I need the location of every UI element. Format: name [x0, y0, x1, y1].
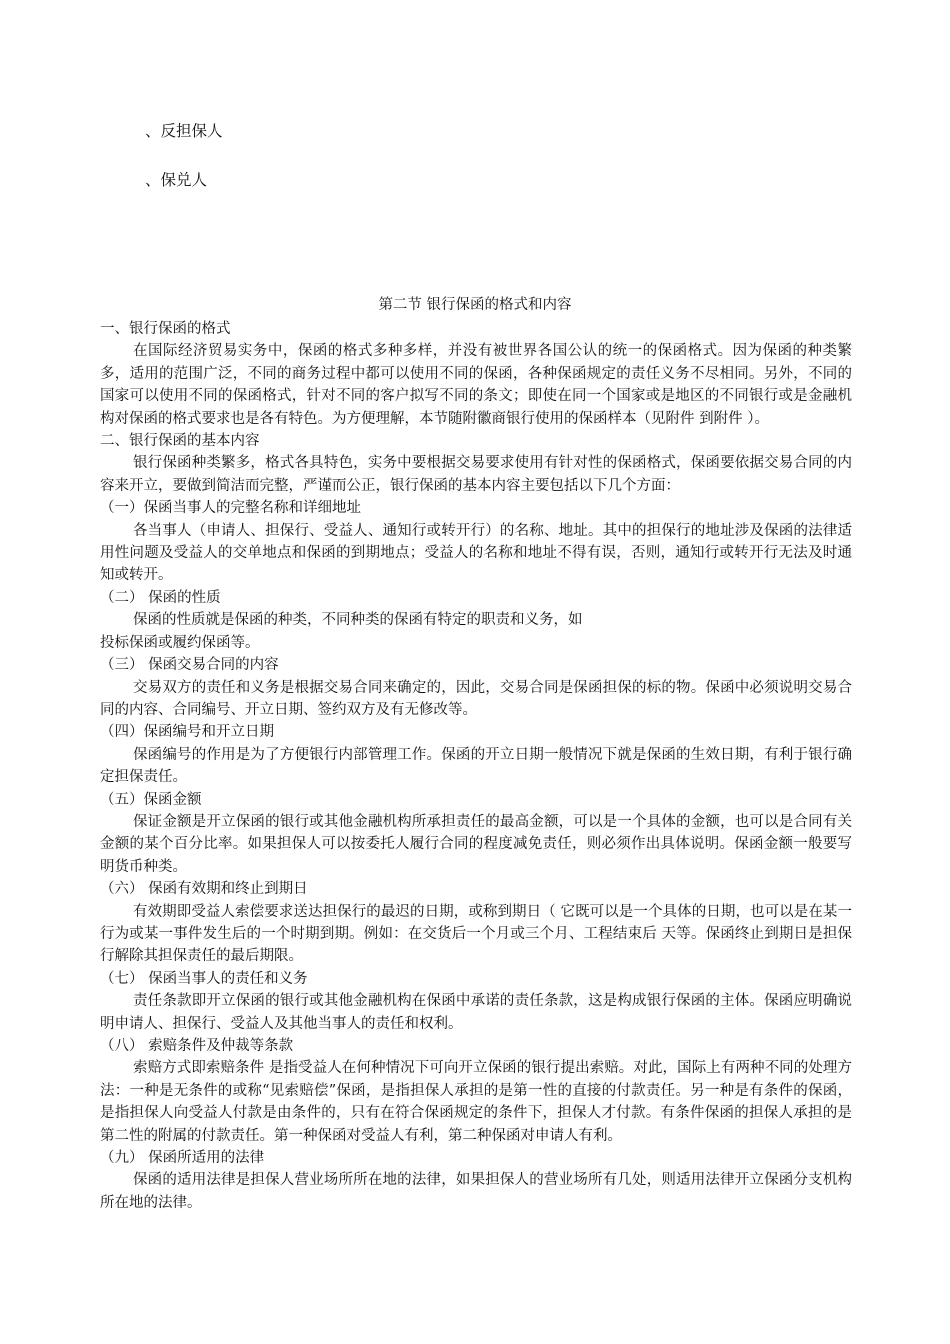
item-heading-nature: （二） 保函的性质 — [100, 589, 221, 606]
list-item-counter-guarantor: 、反担保人 — [145, 122, 223, 140]
paragraph-content: 银行保函种类繁多，格式各具特色，实务中要根据交易要求使用有针对性的保函格式，保函要依据交易合同的内容来开立，要做到简洁而完整，严谨而公正，银行保函的基本内容主要包括以下几个方面： — [100, 455, 852, 494]
paragraph-format: 在国际经济贸易实务中，保函的格式多种多样，并没有被世界各国公认的统一的保函格式。因为保函的种类繁多，适用的范围广泛，不同的商务过程中都可以使用不同的保函，各种保函规定的责任义务不尽相同。另外，不同的国家可以使用不同的保函格式，针对不同的客户拟写不同的条文；即使在同一个国家或是地区的不同银行或是金融机构对保函的格式要求也是各有特色。为方便理解，本节随附徽商银行使用的保函样本（见附件 到附件 ）。 — [100, 343, 852, 427]
item-paragraph-number-date: 保函编号的作用是为了方便银行内部管理工作。保函的开立日期一般情况下就是保函的生效日期，有利于银行确定担保责任。 — [100, 746, 852, 786]
item-heading-contract: （三） 保函交易合同的内容 — [100, 657, 279, 674]
item-paragraph-parties: 各当事人（申请人、担保行、受益人、通知行或转开行）的名称、地址。其中的担保行的地址涉及保函的法律适用性问题及受益人的交单地点和保函的到期地点；受益人的名称和地址不得有误，否则，通知行或转开行无法及时通知或转开。 — [100, 522, 852, 584]
item-heading-number-date: （四）保函编号和开立日期 — [100, 724, 274, 741]
section-title: 第二节 银行保函的格式和内容 — [378, 297, 572, 313]
item-paragraph-amount: 保证金额是开立保函的银行或其他金融机构所承担责任的最高金额，可以是一个具体的金额，也可以是合同有关金额的某个百分比率。如果担保人可以按委托人履行合同的程度减免责任，则必须作出具体说明。保函金额一般要写明货币种类。 — [100, 813, 852, 875]
section-heading-format: 一、银行保函的格式 — [100, 321, 231, 337]
item-heading-law: （九） 保函所适用的法律 — [100, 1150, 265, 1167]
item-paragraph-law: 保函的适用法律是担保人营业场所所在地的法律，如果担保人的营业场所有几处，则适用法律开立保函分支机构所在地的法律。 — [100, 1172, 852, 1211]
item-paragraph-responsibility: 责任条款即开立保函的银行或其他金融机构在保函中承诺的责任条款，这是构成银行保函的主体。保函应明确说明申请人、担保行、受益人及其他当事人的责任和权利。 — [100, 993, 852, 1032]
document-body — [100, 318, 852, 1214]
item-paragraph-claims: 索赔方式即索赔条件 是指受益人在何种情况下可向开立保函的银行提出索赔。对此，国际上有两种不同的处理方法：一种是无条件的或称“见索赔偿”保函，是指担保人承担的是第一性的直接的付款责任。另一种是有条件的保函，是指担保人向受益人付款是由条件的，只有在符合保函规定的条件下，担保人才付款。有条件保函的担保人承担的是第二性的附属的付款责任。第一种保函对受益人有利，第二种保函对申请人有利。 — [100, 1060, 852, 1144]
item-paragraph-contract: 交易双方的责任和义务是根据交易合同来确定的，因此，交易合同是保函担保的标的物。保函中必须说明交易合同的内容、合同编号、开立日期、签约双方及有无修改等。 — [100, 679, 852, 718]
item-paragraph-nature-line1: 保函的性质就是保函的种类，不同种类的保函有特定的职责和义务，如 — [133, 612, 583, 629]
item-heading-responsibility: （七） 保函当事人的责任和义务 — [100, 970, 308, 987]
item-paragraph-nature-line2: 投标保函或履约保函等。 — [100, 634, 260, 651]
item-heading-parties: （一）保函当事人的完整名称和详细地址 — [100, 500, 361, 517]
item-paragraph-validity: 有效期即受益人索偿要求送达担保行的最迟的日期，或称到期日（ 它既可以是一个具体的日期，也可以是在某一行为或某一事件发生后的一个时期到期。例如：在交货后一个月或三个月、工程结束后 天等。保函终止到期日是担保行解除其担保责任的最后期限。 — [100, 903, 852, 965]
item-heading-claims: （八） 索赔条件及仲裁等条款 — [100, 1038, 294, 1054]
item-heading-amount: （五）保函金额 — [100, 791, 202, 808]
item-heading-validity: （六） 保函有效期和终止到期日 — [100, 881, 308, 898]
list-item-confirmer: 、保兑人 — [145, 171, 208, 189]
section-heading-content: 二、银行保函的基本内容 — [100, 433, 260, 450]
